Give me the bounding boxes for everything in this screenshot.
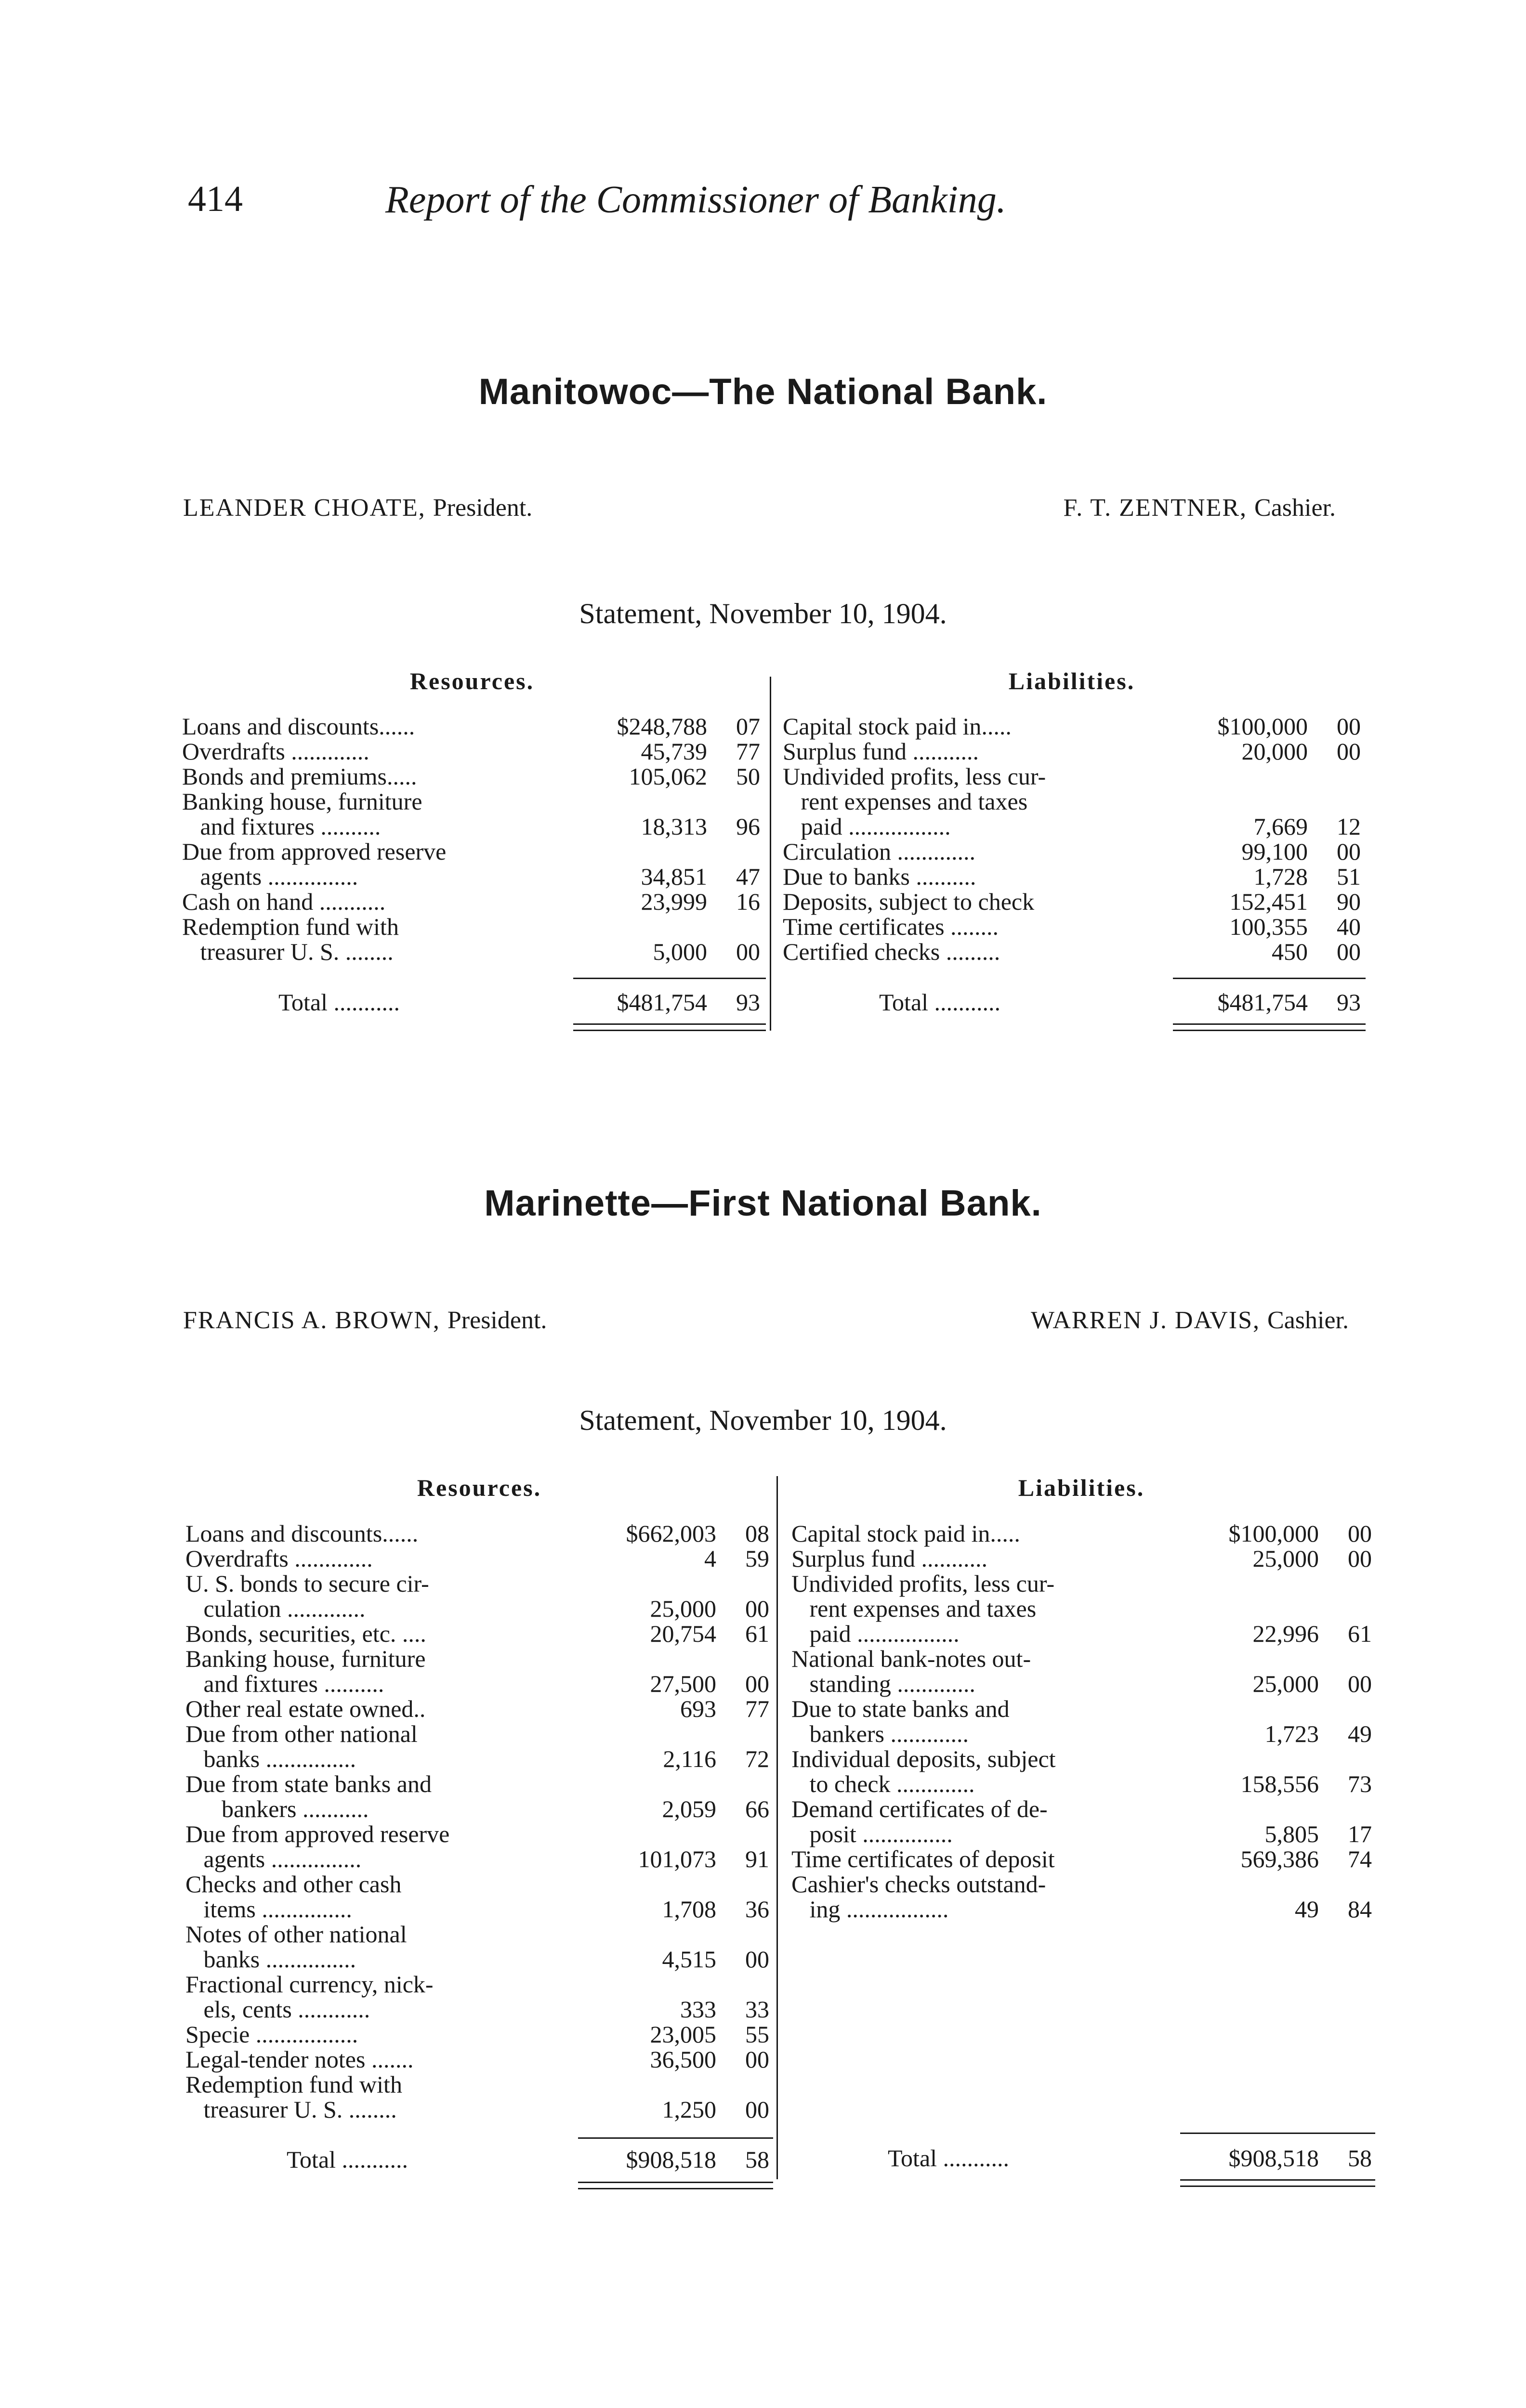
ledger-label: and fixtures .......... (182, 813, 381, 840)
ledger-row (185, 1696, 774, 1721)
ledger-label: U. S. bonds to secure cir- (185, 1570, 429, 1597)
ledger-label: Surplus fund ........... (791, 1545, 987, 1572)
column-divider (776, 1476, 778, 2179)
ledger-cents: 55 (745, 2021, 769, 2048)
ledger-row (791, 1521, 1377, 1546)
ledger-row (791, 1821, 1377, 1846)
ledger-amount: 25,000 (1252, 1670, 1319, 1697)
ledger-cents: 90 (1337, 888, 1361, 915)
ledger-amount: 5,805 (1264, 1820, 1319, 1847)
ledger-label: paid ................. (783, 813, 951, 840)
ledger-amount: 100,355 (1229, 913, 1308, 940)
ledger-row (185, 1821, 774, 1846)
ledger-row (185, 1646, 774, 1671)
ledger-label: Due from other national (185, 1720, 418, 1747)
column-divider (770, 677, 771, 1031)
ledger-label: Due to state banks and (791, 1695, 1010, 1722)
ledger-cents: 59 (745, 1545, 769, 1572)
ledger-amount: 569,386 (1240, 1845, 1319, 1872)
ledger-label: Capital stock paid in..... (791, 1520, 1020, 1547)
president-line (183, 1306, 547, 1335)
ledger-cents: 66 (745, 1795, 769, 1822)
ledger-row (783, 864, 1366, 889)
ledger-label: posit ............... (791, 1820, 953, 1847)
ledger-amount: 22,996 (1252, 1620, 1319, 1647)
ledger-cents: 91 (745, 1845, 769, 1872)
ledger-label: banks ............... (185, 1946, 356, 1973)
resources-heading: Resources. (417, 1474, 542, 1501)
ledger-row (791, 1846, 1377, 1871)
ledger-cents: 00 (1337, 738, 1361, 765)
ledger-label: National bank-notes out- (791, 1645, 1031, 1672)
ledger-label: Fractional currency, nick- (185, 1971, 434, 1998)
total-label: Total ........... (287, 2146, 408, 2173)
ledger-label: culation ............. (185, 1595, 366, 1622)
ledger-row (791, 1897, 1377, 1922)
ledger-row (783, 914, 1366, 939)
ledger-amount: 25,000 (1252, 1545, 1319, 1572)
ledger-cents: 73 (1348, 1770, 1372, 1797)
ledger-amount: 450 (1272, 938, 1308, 965)
ledger-label: Checks and other cash (185, 1871, 402, 1898)
ledger-cents: 00 (736, 938, 760, 965)
ledger-row (791, 1746, 1377, 1771)
ledger-amount: $662,003 (626, 1520, 716, 1547)
ledger-row (185, 1796, 774, 1821)
ledger-label: Undivided profits, less cur- (791, 1570, 1055, 1597)
resources-heading: Resources. (409, 667, 535, 694)
statement-date: Statement, November 10, 1904. (579, 598, 947, 629)
ledger-row (791, 1721, 1377, 1746)
ledger-label: items ............... (185, 1896, 352, 1923)
ledger-label: rent expenses and taxes (791, 1595, 1037, 1622)
ledger-cents: 00 (1337, 938, 1361, 965)
ledger-cents: 00 (745, 1670, 769, 1697)
ledger-amount: 27,500 (650, 1670, 716, 1697)
ledger-label: Deposits, subject to check (783, 888, 1035, 915)
ledger-label: Overdrafts ............. (182, 738, 369, 765)
ledger-cents: 00 (1348, 1520, 1372, 1547)
total-amount: $481,754 (1217, 989, 1308, 1016)
ledger-row (182, 839, 765, 864)
liabilities-heading: Liabilities. (1018, 1474, 1145, 1501)
ledger-label: Due from state banks and (185, 1770, 432, 1797)
ledger-cents: 00 (745, 1595, 769, 1622)
total-cents: 58 (745, 2146, 769, 2173)
ledger-row (182, 739, 765, 764)
ledger-label: Demand certificates of de- (791, 1795, 1048, 1822)
ledger-row (791, 1546, 1377, 1571)
ledger-row (182, 864, 765, 889)
ledger-amount: 25,000 (650, 1595, 716, 1622)
ledger-row (791, 1596, 1377, 1621)
ledger-row (185, 1746, 774, 1771)
liabilities-total-rule (1173, 978, 1366, 979)
ledger-amount: 20,754 (650, 1620, 716, 1647)
ledger-label: Redemption fund with (182, 913, 399, 940)
ledger-cents: 12 (1337, 813, 1361, 840)
ledger-label: Time certificates of deposit (791, 1845, 1055, 1872)
total-cents: 58 (1348, 2145, 1372, 2172)
page-number: 414 (188, 179, 243, 219)
ledger-row (791, 1671, 1377, 1696)
ledger-row (791, 1796, 1377, 1821)
ledger-cents: 61 (745, 1620, 769, 1647)
ledger-row (185, 1721, 774, 1746)
total-cents: 93 (736, 989, 760, 1016)
ledger-label: Cash on hand ........... (182, 888, 386, 915)
ledger-amount: 333 (680, 1996, 716, 2023)
ledger-label: Individual deposits, subject (791, 1745, 1056, 1772)
cashier-line (1063, 494, 1336, 522)
cashier-name: WARREN J. DAVIS, (1031, 1307, 1261, 1334)
ledger-row (791, 1646, 1377, 1671)
ledger-row (185, 1871, 774, 1897)
ledger-row (185, 1771, 774, 1796)
ledger-cents: 17 (1348, 1820, 1372, 1847)
ledger-label: paid ................. (791, 1620, 960, 1647)
ledger-label: Due from approved reserve (185, 1820, 450, 1847)
ledger-row (182, 789, 765, 814)
resources-double-rule (578, 2182, 773, 2189)
ledger-amount: 18,313 (641, 813, 707, 840)
liabilities-double-rule (1173, 1023, 1366, 1031)
cashier-line (1031, 1306, 1349, 1335)
liabilities-total-rule (1180, 2133, 1375, 2134)
ledger-row (185, 1997, 774, 2022)
ledger-label: agents ............... (185, 1845, 362, 1872)
ledger-row (185, 2072, 774, 2097)
ledger-amount: $100,000 (1217, 713, 1308, 740)
ledger-amount: $100,000 (1228, 1520, 1319, 1547)
ledger-amount: 101,073 (638, 1845, 716, 1872)
ledger-row (185, 2097, 774, 2122)
ledger-cents: 00 (1348, 1545, 1372, 1572)
ledger-amount: 4,515 (662, 1946, 716, 1973)
ledger-row (182, 714, 765, 739)
ledger-label: Surplus fund ........... (783, 738, 979, 765)
ledger-row (182, 764, 765, 789)
ledger-cents: 49 (1348, 1720, 1372, 1747)
president-name: LEANDER CHOATE, (183, 494, 426, 522)
cashier-name: F. T. ZENTNER, (1063, 494, 1248, 522)
total-amount: $481,754 (617, 989, 707, 1016)
ledger-row (791, 1621, 1377, 1646)
ledger-row (185, 1596, 774, 1621)
ledger-row (185, 1897, 774, 1922)
resources-double-rule (573, 1023, 766, 1031)
ledger-row (185, 1621, 774, 1646)
ledger-cents: 72 (745, 1745, 769, 1772)
ledger-row (185, 2022, 774, 2047)
ledger-label: Notes of other national (185, 1921, 407, 1948)
ledger-cents: 07 (736, 713, 760, 740)
president-name: FRANCIS A. BROWN, (183, 1307, 440, 1334)
cashier-role: Cashier. (1254, 494, 1336, 522)
ledger-cents: 84 (1348, 1896, 1372, 1923)
ledger-label: ing ................. (791, 1896, 949, 1923)
bank-title: Marinette—First National Bank. (484, 1183, 1042, 1224)
ledger-cents: 00 (1337, 838, 1361, 865)
ledger-label: Due from approved reserve (182, 838, 447, 865)
ledger-cents: 00 (745, 1946, 769, 1973)
ledger-cents: 08 (745, 1520, 769, 1547)
ledger-label: Bonds, securities, etc. .... (185, 1620, 426, 1647)
ledger-label: Capital stock paid in..... (783, 713, 1012, 740)
resources-total-rule (573, 978, 766, 979)
ledger-row (791, 1771, 1377, 1796)
ledger-label: Legal-tender notes ....... (185, 2046, 414, 2073)
ledger-label: Bonds and premiums..... (182, 763, 417, 790)
ledger-amount: 158,556 (1240, 1770, 1319, 1797)
ledger-amount: $248,788 (617, 713, 707, 740)
ledger-amount: 4 (704, 1545, 716, 1572)
ledger-label: Banking house, furniture (185, 1645, 426, 1672)
total-label: Total ........... (879, 989, 1001, 1016)
president-role: President. (447, 1307, 547, 1334)
ledger-label: and fixtures .......... (185, 1670, 384, 1697)
ledger-row (783, 714, 1366, 739)
ledger-amount: 7,669 (1253, 813, 1308, 840)
ledger-label: Certified checks ......... (783, 938, 1000, 965)
ledger-cents: 47 (736, 863, 760, 890)
ledger-row (182, 939, 765, 964)
statement-date: Statement, November 10, 1904. (579, 1404, 947, 1436)
ledger-amount: 1,728 (1253, 863, 1308, 890)
ledger-row (185, 1521, 774, 1546)
ledger-label: Specie ................. (185, 2021, 358, 2048)
ledger-row (185, 1546, 774, 1571)
ledger-label: Redemption fund with (185, 2071, 402, 2098)
ledger-label: Circulation ............. (783, 838, 975, 865)
ledger-label: Undivided profits, less cur- (783, 763, 1046, 790)
ledger-cents: 00 (1348, 1670, 1372, 1697)
ledger-label: Time certificates ........ (783, 913, 999, 940)
total-cents: 93 (1337, 989, 1361, 1016)
total-amount: $908,518 (626, 2146, 716, 2173)
ledger-label: banks ............... (185, 1745, 356, 1772)
cashier-role: Cashier. (1267, 1307, 1349, 1334)
ledger-label: to check ............. (791, 1770, 975, 1797)
ledger-label: bankers ............. (791, 1720, 969, 1747)
ledger-cents: 00 (745, 2046, 769, 2073)
ledger-amount: 23,999 (641, 888, 707, 915)
ledger-row (783, 839, 1366, 864)
ledger-row (783, 939, 1366, 964)
ledger-label: treasurer U. S. ........ (185, 2096, 397, 2123)
ledger-amount: 45,739 (641, 738, 707, 765)
ledger-label: rent expenses and taxes (783, 788, 1028, 815)
liabilities-double-rule (1180, 2179, 1375, 2187)
ledger-amount: 693 (680, 1695, 716, 1722)
ledger-row (783, 789, 1366, 814)
ledger-amount: 2,116 (663, 1745, 716, 1772)
bank-title: Manitowoc—The National Bank. (478, 371, 1048, 412)
ledger-row (185, 2047, 774, 2072)
ledger-cents: 96 (736, 813, 760, 840)
total-amount: $908,518 (1228, 2145, 1319, 2172)
ledger-row (185, 1922, 774, 1947)
resources-total-rule (578, 2137, 773, 2139)
ledger-cents: 61 (1348, 1620, 1372, 1647)
ledger-amount: 36,500 (650, 2046, 716, 2073)
ledger-amount: 105,062 (629, 763, 707, 790)
ledger-amount: 1,708 (662, 1896, 716, 1923)
ledger-row (791, 1571, 1377, 1596)
running-title: Report of the Commissioner of Banking. (385, 179, 1006, 221)
ledger-row (185, 1972, 774, 1997)
ledger-row (182, 889, 765, 914)
ledger-amount: 1,723 (1264, 1720, 1319, 1747)
ledger-amount: 2,059 (662, 1795, 716, 1822)
ledger-row (783, 739, 1366, 764)
ledger-row (783, 889, 1366, 914)
total-label: Total ........... (278, 989, 400, 1016)
ledger-amount: 152,451 (1229, 888, 1308, 915)
ledger-row (185, 1947, 774, 1972)
ledger-cents: 00 (1337, 713, 1361, 740)
ledger-row (783, 814, 1366, 839)
ledger-cents: 74 (1348, 1845, 1372, 1872)
ledger-label: els, cents ............ (185, 1996, 370, 2023)
ledger-cents: 40 (1337, 913, 1361, 940)
ledger-cents: 00 (745, 2096, 769, 2123)
ledger-amount: 1,250 (662, 2096, 716, 2123)
ledger-amount: 23,005 (650, 2021, 716, 2048)
ledger-row (185, 1571, 774, 1596)
ledger-row (185, 1846, 774, 1871)
ledger-cents: 77 (745, 1695, 769, 1722)
ledger-label: agents ............... (182, 863, 358, 890)
ledger-label: Banking house, furniture (182, 788, 422, 815)
ledger-amount: 99,100 (1241, 838, 1308, 865)
ledger-amount: 34,851 (641, 863, 707, 890)
ledger-label: Due to banks .......... (783, 863, 976, 890)
ledger-label: Loans and discounts...... (185, 1520, 419, 1547)
ledger-amount: 5,000 (653, 938, 707, 965)
ledger-cents: 36 (745, 1896, 769, 1923)
ledger-cents: 51 (1337, 863, 1361, 890)
ledger-row (185, 1671, 774, 1696)
ledger-row (783, 764, 1366, 789)
ledger-row (791, 1871, 1377, 1897)
ledger-amount: 49 (1295, 1896, 1319, 1923)
total-label: Total ........... (888, 2145, 1010, 2172)
ledger-cents: 33 (745, 1996, 769, 2023)
ledger-label: Overdrafts ............. (185, 1545, 373, 1572)
president-role: President. (433, 494, 533, 522)
ledger-row (182, 914, 765, 939)
ledger-label: Other real estate owned.. (185, 1695, 426, 1722)
ledger-row (182, 814, 765, 839)
ledger-label: standing ............. (791, 1670, 975, 1697)
ledger-cents: 16 (736, 888, 760, 915)
president-line (183, 494, 532, 522)
ledger-label: bankers ........... (185, 1795, 369, 1822)
ledger-amount: 20,000 (1241, 738, 1308, 765)
ledger-cents: 50 (736, 763, 760, 790)
ledger-row (791, 1696, 1377, 1721)
ledger-cents: 77 (736, 738, 760, 765)
ledger-label: treasurer U. S. ........ (182, 938, 394, 965)
ledger-label: Loans and discounts...... (182, 713, 415, 740)
ledger-label: Cashier's checks outstand- (791, 1871, 1046, 1898)
liabilities-heading: Liabilities. (1008, 667, 1135, 694)
